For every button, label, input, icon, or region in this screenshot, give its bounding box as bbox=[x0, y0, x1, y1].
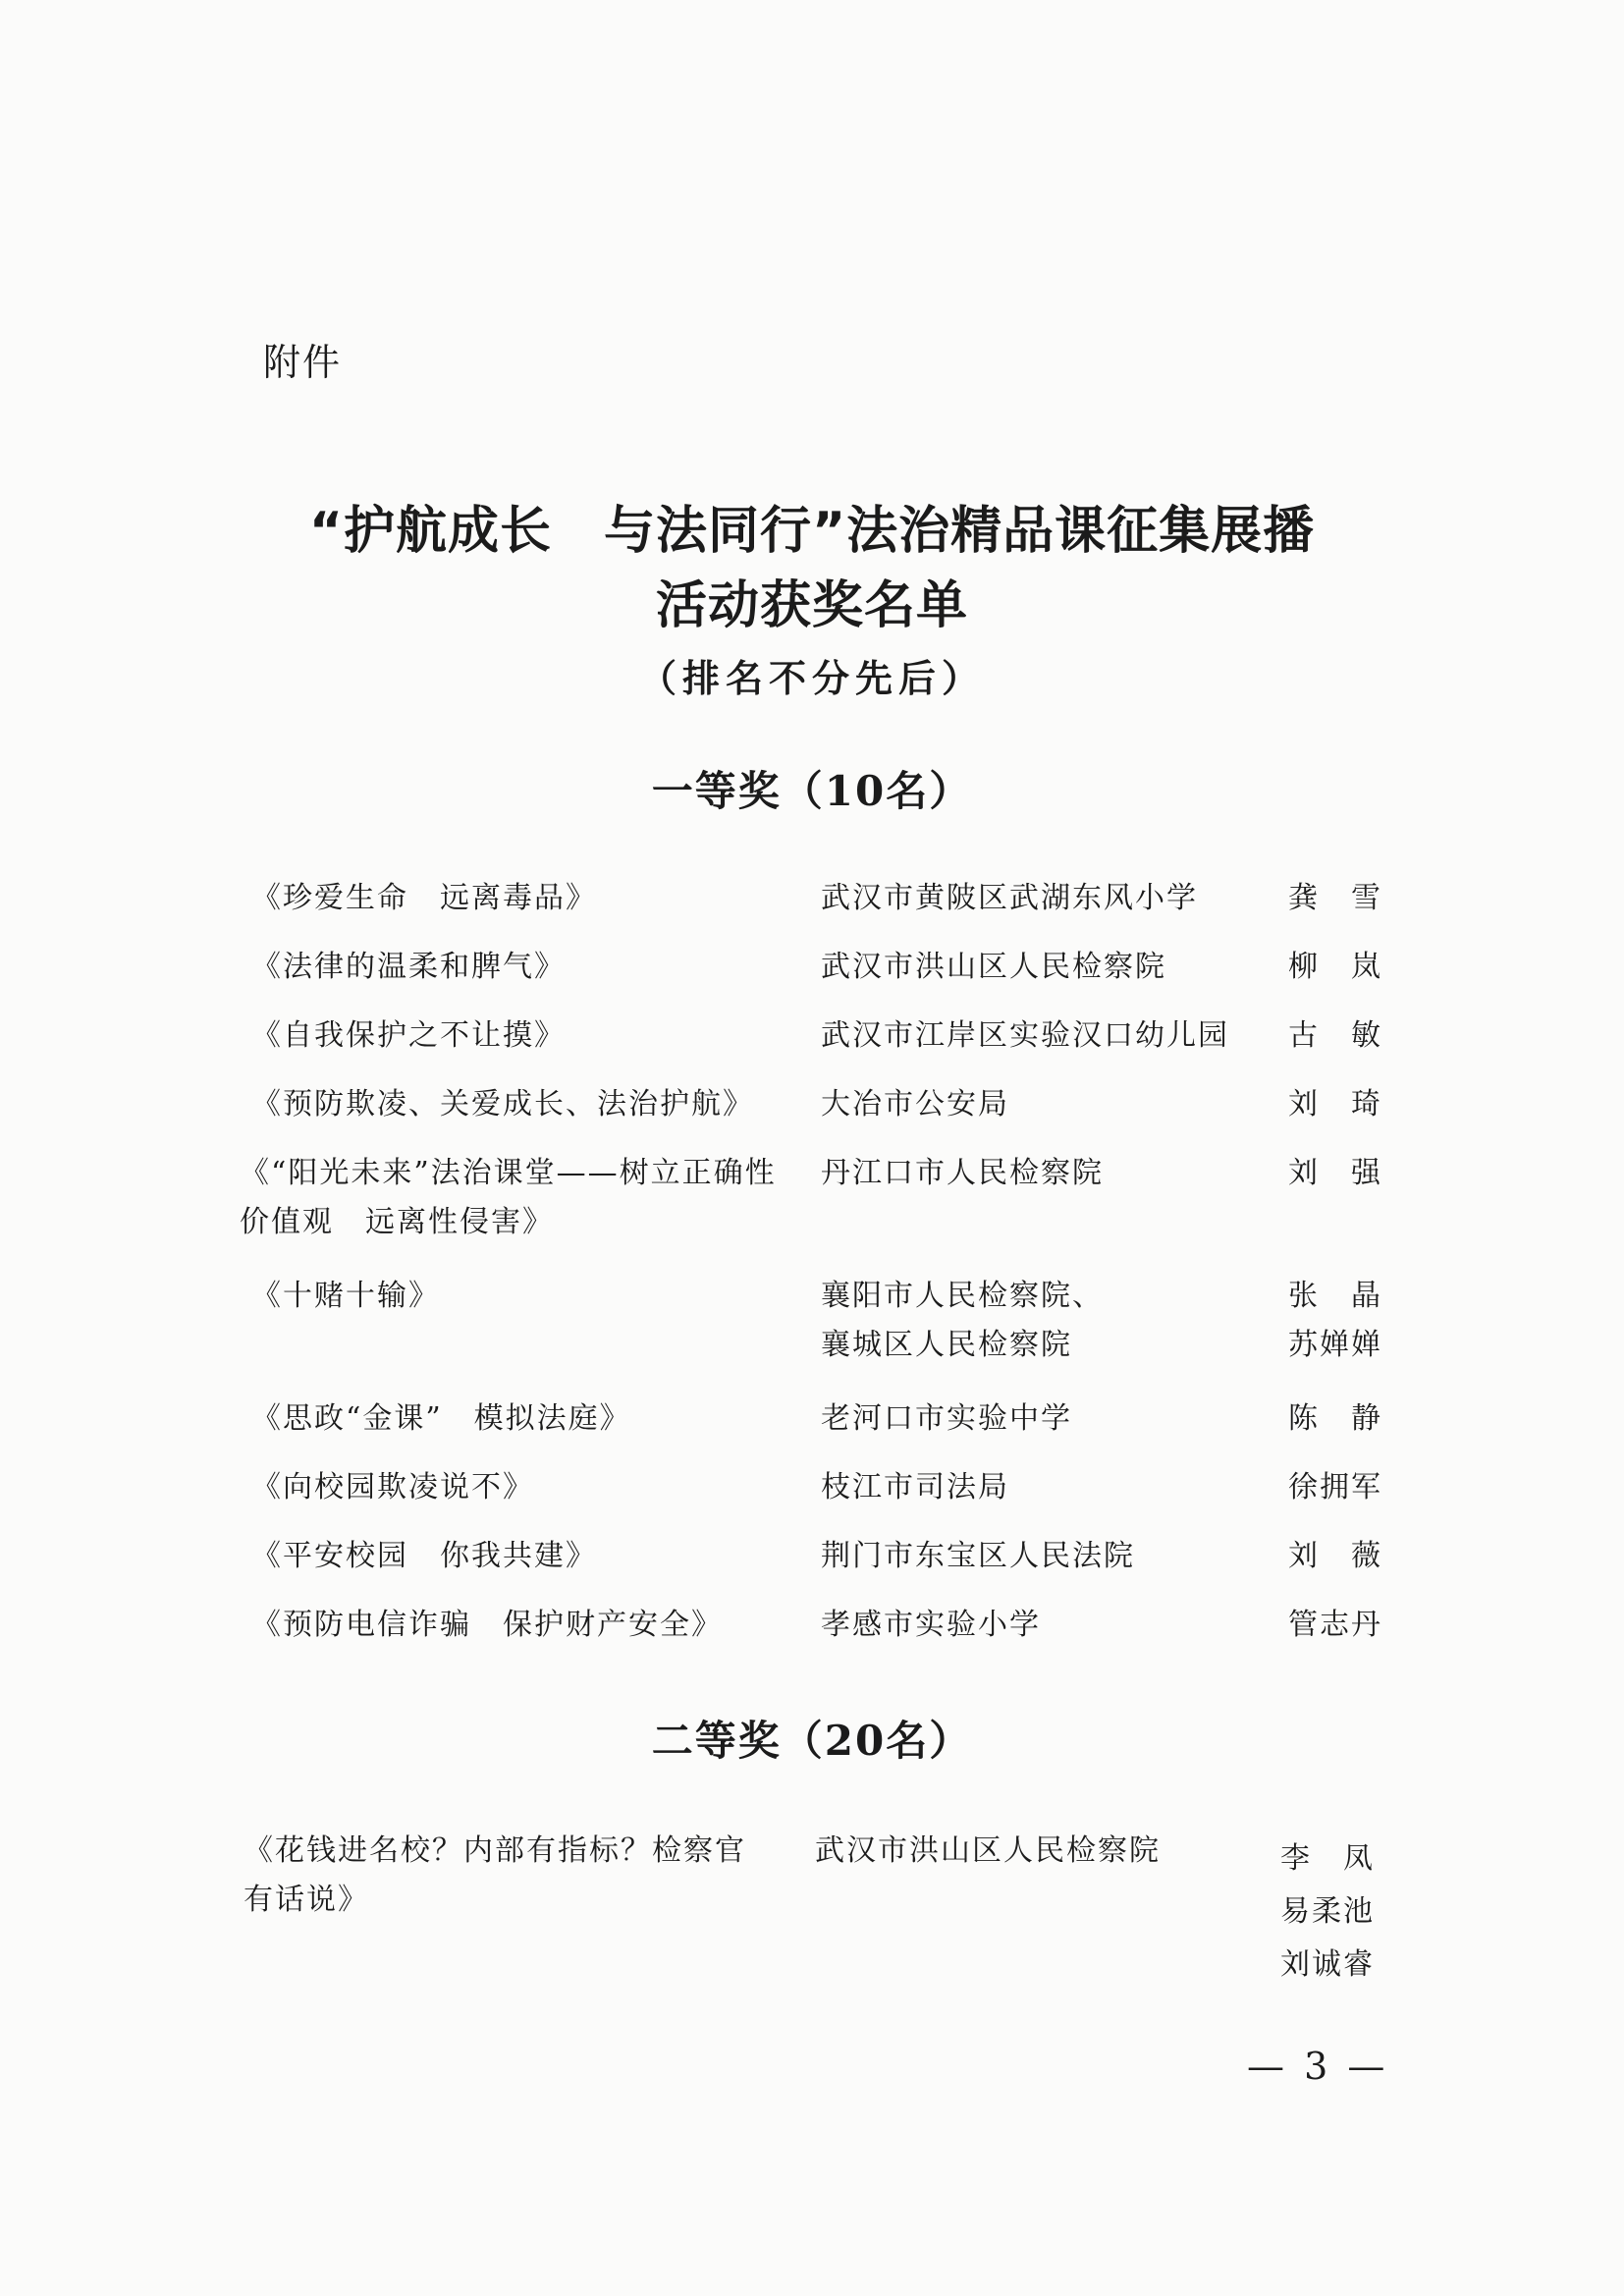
course-title-line: 《预防电信诈骗 保护财产安全》 bbox=[251, 1608, 723, 1642]
awardee-name: 刘 强 bbox=[1288, 1156, 1382, 1190]
organization bbox=[821, 1272, 1272, 1370]
organization bbox=[821, 1601, 1272, 1650]
awardee-name: 苏婵婵 bbox=[1288, 1328, 1382, 1362]
course-title-line: 《珍爱生命 远离毒品》 bbox=[251, 881, 597, 915]
awardee bbox=[1288, 1149, 1396, 1198]
document-title-line-1: “护航成长 与法同行”法治精品课征集展播 bbox=[308, 502, 1316, 561]
course-title-line: 《预防欺凌、关爱成长、法治护航》 bbox=[251, 1087, 754, 1121]
organization bbox=[821, 1463, 1272, 1512]
course-title-line: 《思政“金课” 模拟法庭》 bbox=[251, 1401, 631, 1436]
course-title bbox=[240, 1149, 801, 1247]
course-title bbox=[251, 1532, 813, 1581]
awardee-name: 李 凤 bbox=[1280, 1841, 1375, 1876]
organization-line: 大冶市公安局 bbox=[821, 1087, 1009, 1121]
second-prize-heading: 二等奖（20名） bbox=[651, 1717, 973, 1765]
course-title bbox=[251, 1601, 813, 1650]
course-title-line: 价值观 远离性侵害》 bbox=[240, 1205, 554, 1239]
course-title bbox=[251, 1463, 813, 1512]
awardee-name: 龚 雪 bbox=[1288, 881, 1382, 915]
awardee bbox=[1288, 1601, 1396, 1650]
organization-line: 武汉市江岸区实验汉口幼儿园 bbox=[821, 1018, 1229, 1053]
organization-line: 枝江市司法局 bbox=[821, 1470, 1009, 1504]
course-title-line: 《向校园欺凌说不》 bbox=[251, 1470, 534, 1504]
organization bbox=[821, 943, 1272, 992]
course-title bbox=[251, 1011, 813, 1061]
first-prize-heading: 一等奖（10名） bbox=[651, 767, 973, 815]
awardee-name: 陈 静 bbox=[1288, 1401, 1382, 1436]
awardee bbox=[1280, 1832, 1388, 1992]
page-number: — 3 — bbox=[1247, 2045, 1389, 2088]
organization-line: 荆门市东宝区人民法院 bbox=[821, 1539, 1135, 1573]
awardee-name: 刘诚睿 bbox=[1280, 1947, 1375, 1982]
organization bbox=[821, 874, 1272, 923]
awardee bbox=[1288, 943, 1396, 992]
awardee bbox=[1288, 1463, 1396, 1512]
organization bbox=[821, 1011, 1272, 1061]
organization-line: 襄城区人民检察院 bbox=[821, 1328, 1072, 1362]
awardee bbox=[1288, 1532, 1396, 1581]
course-title-line: 《平安校园 你我共建》 bbox=[251, 1539, 597, 1573]
awardee-name: 徐拥军 bbox=[1288, 1470, 1382, 1504]
organization bbox=[821, 1394, 1272, 1444]
course-title-line: 《十赌十输》 bbox=[251, 1279, 440, 1313]
organization-line: 襄阳市人民检察院、 bbox=[821, 1279, 1104, 1313]
attachment-label: 附件 bbox=[263, 341, 343, 384]
course-title-line: 《“阳光未来”法治课堂——树立正确性 bbox=[240, 1156, 777, 1190]
course-title bbox=[251, 874, 813, 923]
awardee-name: 古 敏 bbox=[1288, 1018, 1382, 1053]
awardee bbox=[1288, 1272, 1396, 1370]
organization-line: 孝感市实验小学 bbox=[821, 1608, 1041, 1642]
organization-line: 武汉市洪山区人民检察院 bbox=[815, 1833, 1161, 1868]
awardee-name: 柳 岚 bbox=[1288, 950, 1382, 984]
course-title bbox=[251, 1080, 813, 1129]
awardee bbox=[1288, 1394, 1396, 1444]
organization-line: 武汉市洪山区人民检察院 bbox=[821, 950, 1166, 984]
organization-line: 丹江口市人民检察院 bbox=[821, 1156, 1104, 1190]
organization-line: 武汉市黄陂区武湖东风小学 bbox=[821, 881, 1198, 915]
organization bbox=[821, 1149, 1272, 1198]
awardee-name: 张 晶 bbox=[1288, 1279, 1382, 1313]
course-title-line: 《花钱进名校？内部有指标？检察官 bbox=[244, 1833, 746, 1868]
course-title bbox=[244, 1827, 805, 1925]
awardee bbox=[1288, 874, 1396, 923]
awardee bbox=[1288, 1080, 1396, 1129]
awardee-name: 易柔池 bbox=[1280, 1894, 1375, 1929]
document-subtitle: （排名不分先后） bbox=[638, 657, 985, 700]
awardee-name: 刘 琦 bbox=[1288, 1087, 1382, 1121]
organization bbox=[821, 1532, 1272, 1581]
course-title-line: 有话说》 bbox=[244, 1883, 369, 1917]
course-title-line: 《自我保护之不让摸》 bbox=[251, 1018, 566, 1053]
course-title bbox=[251, 943, 813, 992]
awardee-name: 管志丹 bbox=[1288, 1608, 1382, 1642]
course-title bbox=[251, 1272, 813, 1321]
document-title-line-2: 活动获奖名单 bbox=[655, 576, 968, 635]
awardee-name: 刘 薇 bbox=[1288, 1539, 1382, 1573]
course-title bbox=[251, 1394, 813, 1444]
organization-line: 老河口市实验中学 bbox=[821, 1401, 1072, 1436]
organization bbox=[821, 1080, 1272, 1129]
organization bbox=[815, 1827, 1267, 1876]
awardee bbox=[1288, 1011, 1396, 1061]
course-title-line: 《法律的温柔和脾气》 bbox=[251, 950, 566, 984]
